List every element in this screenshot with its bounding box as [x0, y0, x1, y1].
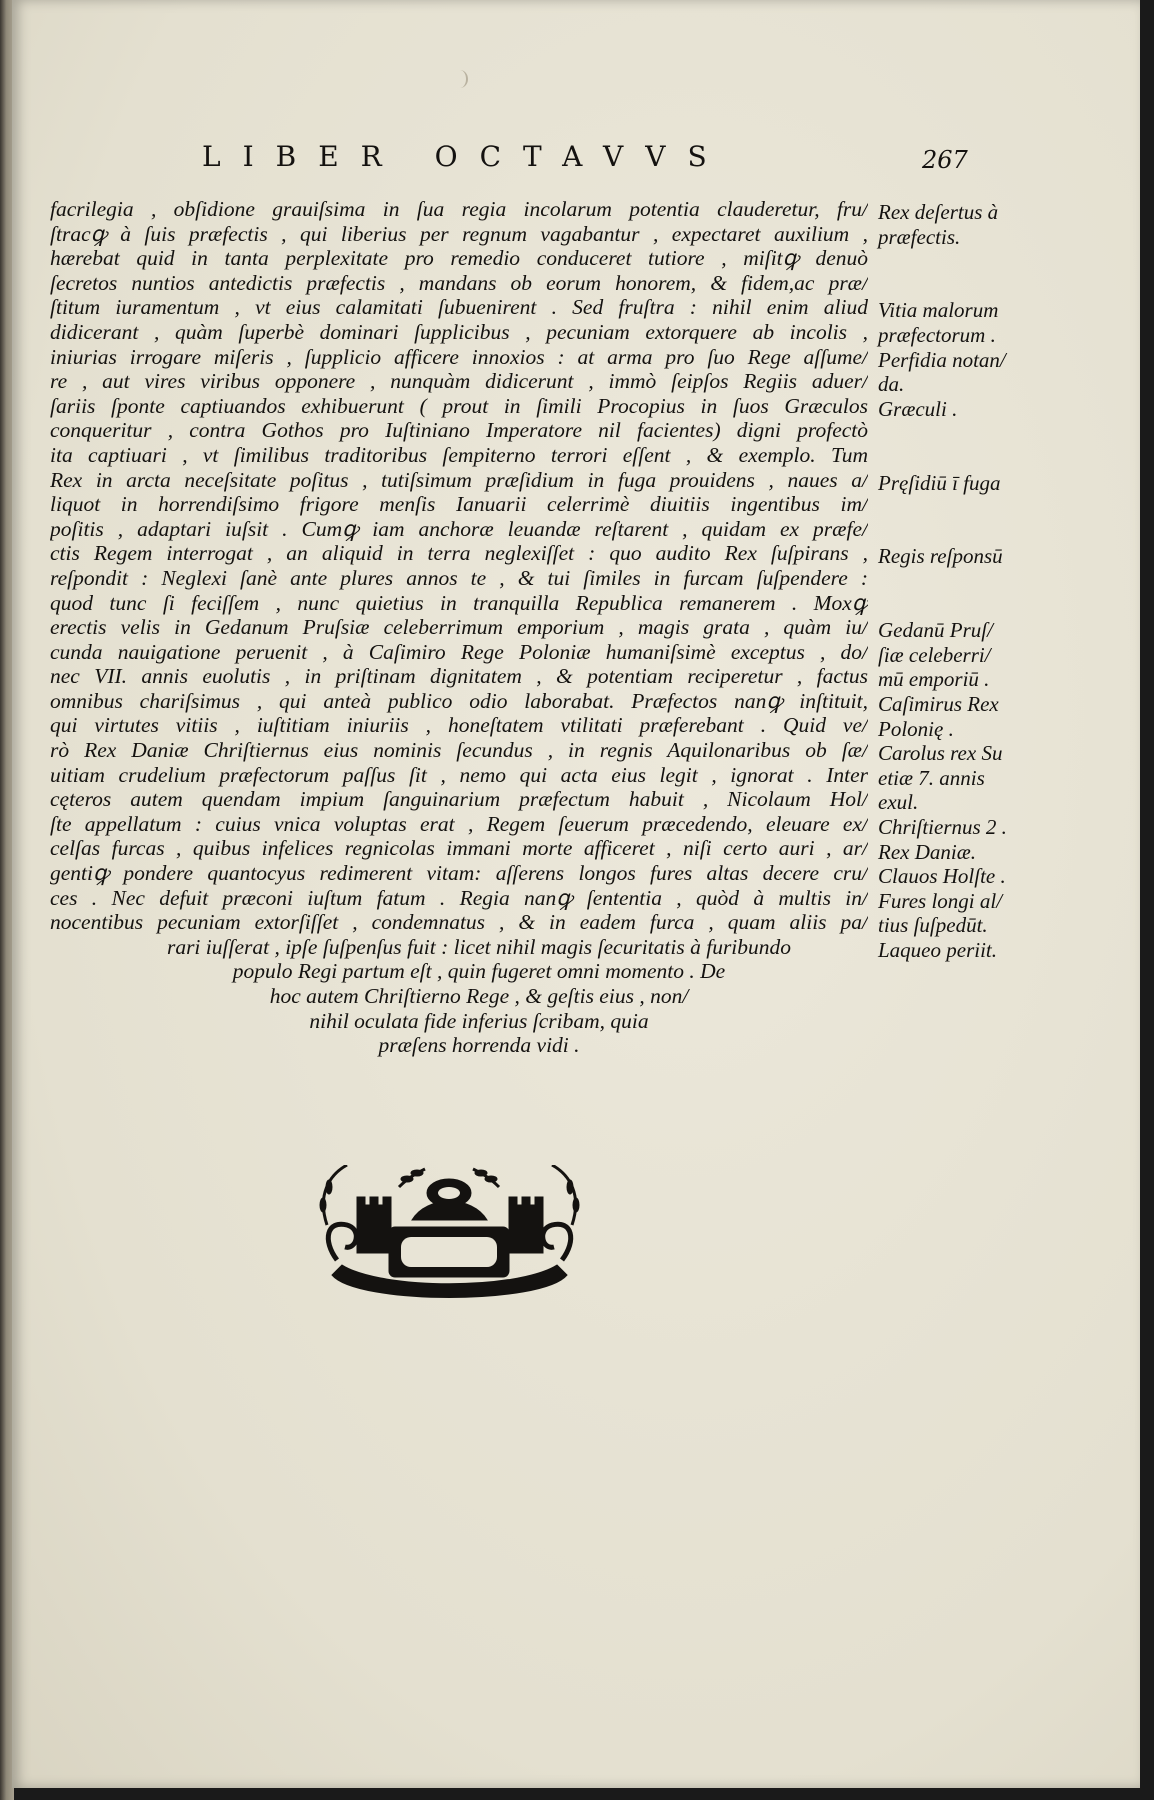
marginal-note-line: Regis reſponsū — [878, 544, 1003, 569]
marginal-note-line: tius ſuſpedūt. — [878, 913, 988, 938]
page-number: 267 — [922, 146, 968, 174]
marginal-note-line: præfectorum . — [878, 322, 996, 347]
marginal-note — [878, 741, 1002, 815]
ink-mark — [452, 70, 468, 88]
marginal-note-line: Rex Daniæ. — [878, 839, 976, 864]
tailpiece-ornament-icon — [317, 1165, 582, 1305]
text-line: rò Rex Daniæ Chriſtiernus eius nominis ſecundus , in regnis Aquilonaribus ob ſæ/ — [50, 738, 868, 763]
marginal-note — [878, 397, 957, 422]
text-line: re , aut vires viribus opponere , nunquàm didicerunt , immò ſeipſos Regiis aduer/ — [50, 369, 868, 394]
marginal-note-line: exul. — [878, 790, 919, 815]
text-line: ſecretos nuntios antedictis præfectis , mandans ob eorum honorem, & fidem,ac præ/ — [50, 270, 868, 295]
text-line: reſpondit : Neglexi ſanè ante plures annos te , & tui ſimiles in furcam ſuſpendere : — [50, 565, 868, 590]
text-line: ſtracꝙ à ſuis præfectis , qui liberius per regnum vagabantur , expectaret auxilium , — [50, 221, 868, 246]
text-line: ces . Nec defuit præconi iuſtum fatum . Regia nanꝙ ſententia , quòd à multis in/ — [50, 885, 868, 910]
text-line: ſte appellatum : cuius vnica voluptas erat , Regem ſeuerum præcedendo, eleuare ex/ — [50, 811, 868, 836]
closing-text-line: præſens horrenda vidi . — [378, 1033, 580, 1058]
marginal-note-line: etiæ 7. annis — [878, 765, 985, 790]
text-line: erectis velis in Gedanum Pruſsiæ celeberrimum emporium , magis grata , quàm iu/ — [50, 615, 868, 640]
text-line: celſas furcas , quibus infelices regnicolas immani morte afficeret , niſi certo auri , ar/ — [50, 836, 868, 861]
text-line: uitiam crudelium præfectorum paſſus ſit , nemo qui acta eius legit , ignorat . Inter — [50, 762, 868, 787]
marginal-note-line: Laqueo periit. — [878, 937, 997, 962]
text-line: ſtitum iuramentum , vt eius calamitati ſubuenirent . Sed fruſtra : nihil enim aliud — [50, 295, 868, 320]
main-text-block — [50, 197, 868, 1058]
marginal-note-line: Rex deſertus à — [878, 200, 999, 224]
text-line: qui virtutes vitiis , iuſtitiam iniuriis , honeſtatem vtilitati præferebant . Quid ve/ — [50, 713, 868, 738]
marginal-note-line: Vitia malorum — [878, 298, 999, 323]
marginal-note-line: Carolus rex Su — [878, 741, 1003, 766]
text-line: nocentibus pecuniam extorſiſſet , condemnatus , & in eadem furca , quam aliis pa/ — [50, 910, 868, 935]
marginal-note-line: Caſimirus Rex — [878, 691, 999, 716]
marginal-note-line: ſiæ celeberri/ — [878, 642, 991, 667]
text-line: facrilegia , obſidione grauiſsima in ſua regia incolarum potentia clauderetur, fru/ — [50, 197, 868, 221]
marginal-note-line: præfectis. — [878, 224, 961, 249]
marginal-note-line: da. — [878, 372, 905, 397]
text-line: gentiꝙ pondere quantocyus redimerent vitam: aſſerens longos fures altas decere cru/ — [50, 861, 868, 886]
text-line: ſariis ſponte captiuandos exhibuerunt ( prout in ſimili Procopius in ſuos Græculos — [50, 393, 868, 418]
text-line: quod tunc ſi feciſſem , nunc quietius in tranquilla Republica remanerem . Moxꝙ — [50, 590, 868, 615]
marginal-note — [878, 298, 1006, 396]
text-line: liquot in horrendiſsimo frigore menſis Ianuarii celerrimè diuitiis ingentibus im/ — [50, 492, 868, 517]
marginal-note-line: Perfidia notan/ — [878, 347, 1006, 372]
marginal-note-line: Fures longi al/ — [878, 888, 1003, 913]
text-line: didicerant , quàm ſuperbè dominari ſupplicibus , pecuniam extorquere ab incolis , — [50, 319, 868, 344]
closing-text-line: hoc autem Chriſtierno Rege , & geſtis eius , non/ — [269, 984, 689, 1008]
book-page — [12, 0, 1140, 1788]
text-line: cunda nauigatione peruenit , à Caſimiro Rege Poloniæ humaniſsimè exceptus , do/ — [50, 639, 868, 664]
closing-text-line: rari iuſſerat , ipſe ſuſpenſus fuit : licet nihil magis ſecuritatis à furibundo — [166, 934, 792, 959]
marginal-note — [878, 618, 999, 741]
text-line: cęteros autem quendam impium ſanguinarium præfectum habuit , Nicolaum Hol/ — [50, 787, 868, 812]
text-line: omnibus chariſsimus , qui anteà publico odio laborabat. Præfectos nanꝙ inſtituit, — [50, 688, 868, 713]
marginal-note-line: Clauos Holſte . — [878, 864, 1006, 889]
text-line: nec VII. annis euolutis , in priſtinam dignitatem , & potentiam reciperetur , factus — [50, 664, 868, 689]
text-line: ctis Regem interrogat , an aliquid in terra neglexiſſet : quo audito Rex ſuſpirans , — [50, 541, 868, 566]
text-line: hærebat quid in tanta perplexitate pro remedio conduceret tutiore , miſitꝙ denuò — [50, 246, 868, 271]
marginal-note-line: Pręſidiū ī fuga — [878, 470, 1001, 495]
text-line: Rex in arcta neceſsitate poſitus , tutiſsimum præſidium in fuga prouidens , naues a/ — [50, 467, 868, 492]
text-line: poſitis , adaptari iuſsit . Cumꝙ iam anchoræ leuandæ reſtarent , quidam ex præfe/ — [50, 516, 868, 541]
closing-text-line: populo Regi partum eſt , quin fugeret omni momento . De — [232, 959, 726, 984]
marginal-note-line: Gedanū Pruſ/ — [878, 618, 993, 643]
text-line: ita captiuari , vt ſimilibus traditoribus ſempiterno terrori eſſent , & exemplo. Tum — [50, 442, 868, 467]
marginal-note-line: mū emporiū . — [878, 667, 990, 692]
text-line: conqueritur , contra Gothos pro Iuſtiniano Imperatore nil facientes) digni profectò — [50, 418, 868, 443]
running-title: LIBER OCTAVVS — [202, 140, 729, 173]
marginal-note — [878, 200, 998, 249]
marginal-note — [878, 544, 1003, 569]
marginal-note-line: Polonię . — [878, 716, 954, 741]
closing-text-line: nihil oculata fide inferius ſcribam, quia — [309, 1008, 649, 1033]
marginal-note — [878, 471, 1001, 496]
page-header — [12, 140, 1140, 184]
marginal-note-line: Græculi . — [878, 396, 958, 421]
text-line: iniurias irrogare miſeris , ſupplicio afficere innoxios : at arma pro ſuo Rege aſſume/ — [50, 344, 868, 369]
marginal-note-line: Chriſtiernus 2 . — [878, 815, 1007, 839]
marginal-note — [878, 815, 1007, 963]
